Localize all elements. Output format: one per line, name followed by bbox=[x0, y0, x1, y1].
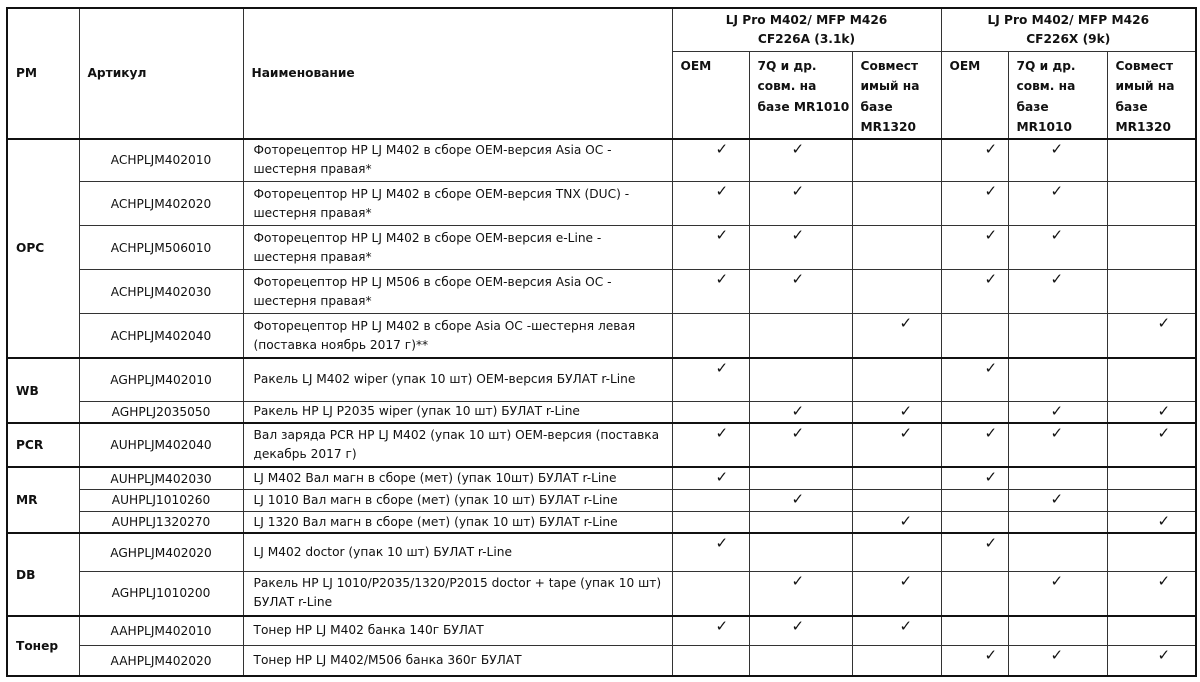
checkmark-icon: ✓ bbox=[984, 468, 998, 487]
table-row bbox=[7, 182, 1196, 226]
check-cell bbox=[1008, 511, 1107, 533]
check-cell bbox=[749, 467, 852, 489]
header-sub-compat-1: Совмест имый на базе MR1320 bbox=[852, 51, 941, 139]
check-cell bbox=[852, 533, 941, 571]
table-row bbox=[7, 646, 1196, 676]
checkmark-icon: ✓ bbox=[984, 646, 998, 665]
check-cell bbox=[941, 226, 1008, 270]
check-cell bbox=[1107, 423, 1196, 467]
check-cell bbox=[852, 182, 941, 226]
pm-cell: WB bbox=[7, 358, 79, 423]
checkmark-icon: ✓ bbox=[715, 270, 729, 289]
check-cell bbox=[1107, 358, 1196, 401]
check-cell bbox=[1008, 646, 1107, 676]
pm-cell: Тонер bbox=[7, 616, 79, 676]
check-cell bbox=[852, 572, 941, 616]
article-cell: AUHPLJ1010260 bbox=[79, 489, 243, 511]
header-group-cf226x bbox=[941, 8, 1196, 51]
check-cell bbox=[749, 270, 852, 314]
checkmark-icon: ✓ bbox=[1157, 511, 1171, 530]
name-cell: Ракель HP LJ P2035 wiper (упак 10 шт) БУЛАТ r-Line bbox=[243, 401, 672, 423]
checkmark-icon: ✓ bbox=[1050, 572, 1064, 591]
pm-cell: MR bbox=[7, 467, 79, 533]
check-cell bbox=[1008, 314, 1107, 358]
name-cell: LJ M402 Вал магн в сборе (мет) (упак 10шт) БУЛАТ r-Line bbox=[243, 467, 672, 489]
check-cell bbox=[1107, 401, 1196, 423]
check-cell bbox=[672, 533, 749, 571]
check-cell bbox=[1107, 572, 1196, 616]
article-cell: AUHPLJM402030 bbox=[79, 467, 243, 489]
name-cell: Фоторецептор HP LJ M402 в сборе OEM-версия Asia OC - шестерня правая* bbox=[243, 139, 672, 182]
pm-cell: OPC bbox=[7, 139, 79, 359]
check-cell bbox=[749, 139, 852, 182]
checkmark-icon: ✓ bbox=[1050, 646, 1064, 665]
checkmark-icon: ✓ bbox=[1050, 401, 1064, 420]
checkmark-icon: ✓ bbox=[791, 572, 805, 591]
check-cell bbox=[941, 182, 1008, 226]
check-cell bbox=[852, 616, 941, 646]
article-cell: AGHPLJ1010200 bbox=[79, 572, 243, 616]
group2-cartridge: CF226X (9k) bbox=[1026, 31, 1111, 46]
header-sub-oem-2: OEM bbox=[941, 51, 1008, 139]
name-cell: LJ 1320 Вал магн в сборе (мет) (упак 10 шт) БУЛАТ r-Line bbox=[243, 511, 672, 533]
table-row bbox=[7, 226, 1196, 270]
checkmark-icon: ✓ bbox=[715, 534, 729, 553]
check-cell bbox=[1008, 270, 1107, 314]
check-cell bbox=[672, 489, 749, 511]
name-cell: LJ M402 doctor (упак 10 шт) БУЛАТ r-Line bbox=[243, 533, 672, 571]
check-cell bbox=[1107, 270, 1196, 314]
check-cell bbox=[1107, 139, 1196, 182]
check-cell bbox=[941, 314, 1008, 358]
table-row bbox=[7, 572, 1196, 616]
checkmark-icon: ✓ bbox=[715, 226, 729, 245]
check-cell bbox=[941, 646, 1008, 676]
check-cell bbox=[941, 511, 1008, 533]
check-cell bbox=[1008, 423, 1107, 467]
article-cell: AGHPLJM402010 bbox=[79, 358, 243, 401]
checkmark-icon: ✓ bbox=[984, 424, 998, 443]
table-row bbox=[7, 270, 1196, 314]
article-cell: AUHPLJM402040 bbox=[79, 423, 243, 467]
article-cell: ACHPLJM402040 bbox=[79, 314, 243, 358]
checkmark-icon: ✓ bbox=[791, 139, 805, 158]
check-cell bbox=[1008, 358, 1107, 401]
checkmark-icon: ✓ bbox=[715, 182, 729, 201]
checkmark-icon: ✓ bbox=[715, 139, 729, 158]
check-cell bbox=[852, 314, 941, 358]
check-cell bbox=[852, 226, 941, 270]
check-cell bbox=[1008, 182, 1107, 226]
check-cell bbox=[672, 139, 749, 182]
check-cell bbox=[852, 511, 941, 533]
check-cell bbox=[852, 646, 941, 676]
checkmark-icon: ✓ bbox=[1050, 226, 1064, 245]
check-cell bbox=[941, 489, 1008, 511]
check-cell bbox=[749, 572, 852, 616]
check-cell bbox=[1008, 401, 1107, 423]
check-cell bbox=[1107, 511, 1196, 533]
pm-cell: PCR bbox=[7, 423, 79, 467]
check-cell bbox=[1008, 467, 1107, 489]
check-cell bbox=[749, 358, 852, 401]
check-cell bbox=[941, 616, 1008, 646]
article-cell: AAHPLJM402010 bbox=[79, 616, 243, 646]
check-cell bbox=[852, 489, 941, 511]
pm-cell: DB bbox=[7, 533, 79, 615]
checkmark-icon: ✓ bbox=[791, 270, 805, 289]
checkmark-icon: ✓ bbox=[1157, 401, 1171, 420]
check-cell bbox=[749, 226, 852, 270]
article-cell: AUHPLJ1320270 bbox=[79, 511, 243, 533]
check-cell bbox=[672, 401, 749, 423]
check-cell bbox=[672, 423, 749, 467]
article-cell: ACHPLJM402030 bbox=[79, 270, 243, 314]
check-cell bbox=[672, 226, 749, 270]
checkmark-icon: ✓ bbox=[899, 572, 913, 591]
check-cell bbox=[852, 467, 941, 489]
header-pm: РМ bbox=[7, 8, 79, 139]
checkmark-icon: ✓ bbox=[1050, 424, 1064, 443]
checkmark-icon: ✓ bbox=[791, 401, 805, 420]
checkmark-icon: ✓ bbox=[715, 616, 729, 635]
check-cell bbox=[749, 533, 852, 571]
check-cell bbox=[672, 646, 749, 676]
name-cell: Фоторецептор HP LJ M506 в сборе OEM-версия Asia OC - шестерня правая* bbox=[243, 270, 672, 314]
header-sub-oem-1: OEM bbox=[672, 51, 749, 139]
checkmark-icon: ✓ bbox=[984, 226, 998, 245]
checkmark-icon: ✓ bbox=[899, 401, 913, 420]
name-cell: Вал заряда PCR HP LJ M402 (упак 10 шт) OEM-версия (поставка декабрь 2017 г) bbox=[243, 423, 672, 467]
header-sub-7q-2: 7Q и др. совм. на базе MR1010 bbox=[1008, 51, 1107, 139]
checkmark-icon: ✓ bbox=[899, 616, 913, 635]
check-cell bbox=[749, 182, 852, 226]
table-row bbox=[7, 533, 1196, 571]
check-cell bbox=[852, 401, 941, 423]
check-cell bbox=[672, 270, 749, 314]
article-cell: ACHPLJM402010 bbox=[79, 139, 243, 182]
check-cell bbox=[1008, 616, 1107, 646]
check-cell bbox=[852, 423, 941, 467]
check-cell bbox=[672, 314, 749, 358]
name-cell: Тонер HP LJ M402 банка 140г БУЛАТ bbox=[243, 616, 672, 646]
checkmark-icon: ✓ bbox=[791, 182, 805, 201]
checkmark-icon: ✓ bbox=[984, 270, 998, 289]
check-cell bbox=[1107, 182, 1196, 226]
check-cell bbox=[941, 270, 1008, 314]
check-cell bbox=[1107, 646, 1196, 676]
check-cell bbox=[941, 467, 1008, 489]
group1-cartridge: CF226A (3.1k) bbox=[757, 31, 856, 46]
article-cell: AGHPLJM402020 bbox=[79, 533, 243, 571]
table-row bbox=[7, 616, 1196, 646]
check-cell bbox=[852, 139, 941, 182]
checkmark-icon: ✓ bbox=[1050, 182, 1064, 201]
checkmark-icon: ✓ bbox=[715, 359, 729, 378]
table-row bbox=[7, 423, 1196, 467]
check-cell bbox=[941, 358, 1008, 401]
article-cell: AGHPLJ2035050 bbox=[79, 401, 243, 423]
check-cell bbox=[749, 511, 852, 533]
header-name: Наименование bbox=[243, 8, 672, 139]
header-sub-7q-1: 7Q и др. совм. на базе MR1010 bbox=[749, 51, 852, 139]
table-body bbox=[7, 139, 1196, 677]
checkmark-icon: ✓ bbox=[899, 511, 913, 530]
checkmark-icon: ✓ bbox=[791, 424, 805, 443]
check-cell bbox=[852, 270, 941, 314]
group1-model: LJ Pro M402/ MFP M426 bbox=[725, 12, 888, 27]
check-cell bbox=[749, 401, 852, 423]
check-cell bbox=[941, 401, 1008, 423]
checkmark-icon: ✓ bbox=[1157, 572, 1171, 591]
name-cell: Тонер HP LJ M402/M506 банка 360г БУЛАТ bbox=[243, 646, 672, 676]
group2-model: LJ Pro M402/ MFP M426 bbox=[987, 12, 1150, 27]
check-cell bbox=[1008, 139, 1107, 182]
checkmark-icon: ✓ bbox=[899, 424, 913, 443]
checkmark-icon: ✓ bbox=[1050, 139, 1064, 158]
checkmark-icon: ✓ bbox=[1050, 270, 1064, 289]
table-row bbox=[7, 358, 1196, 401]
check-cell bbox=[749, 616, 852, 646]
checkmark-icon: ✓ bbox=[1157, 646, 1171, 665]
check-cell bbox=[672, 616, 749, 646]
name-cell: Ракель HP LJ 1010/P2035/1320/P2015 doctor + tape (упак 10 шт) БУЛАТ r-Line bbox=[243, 572, 672, 616]
name-cell: Фоторецептор HP LJ M402 в сборе Asia OC -шестерня левая (поставка ноябрь 2017 г)** bbox=[243, 314, 672, 358]
checkmark-icon: ✓ bbox=[791, 226, 805, 245]
checkmark-icon: ✓ bbox=[1157, 424, 1171, 443]
checkmark-icon: ✓ bbox=[715, 424, 729, 443]
checkmark-icon: ✓ bbox=[1050, 489, 1064, 508]
check-cell bbox=[1008, 489, 1107, 511]
checkmark-icon: ✓ bbox=[984, 534, 998, 553]
check-cell bbox=[941, 572, 1008, 616]
check-cell bbox=[1008, 226, 1107, 270]
check-cell bbox=[1008, 572, 1107, 616]
header-group-cf226a bbox=[672, 8, 941, 51]
check-cell bbox=[1107, 226, 1196, 270]
check-cell bbox=[1107, 467, 1196, 489]
table-row bbox=[7, 401, 1196, 423]
article-cell: ACHPLJM402020 bbox=[79, 182, 243, 226]
check-cell bbox=[1107, 489, 1196, 511]
check-cell bbox=[749, 646, 852, 676]
name-cell: Ракель LJ M402 wiper (упак 10 шт) OEM-версия БУЛАТ r-Line bbox=[243, 358, 672, 401]
check-cell bbox=[1107, 314, 1196, 358]
name-cell: Фоторецептор HP LJ M402 в сборе OEM-версия e-Line - шестерня правая* bbox=[243, 226, 672, 270]
compatibility-table bbox=[6, 7, 1197, 677]
check-cell bbox=[672, 358, 749, 401]
table-row bbox=[7, 139, 1196, 182]
checkmark-icon: ✓ bbox=[984, 359, 998, 378]
check-cell bbox=[852, 358, 941, 401]
check-cell bbox=[672, 467, 749, 489]
name-cell: LJ 1010 Вал магн в сборе (мет) (упак 10 шт) БУЛАТ r-Line bbox=[243, 489, 672, 511]
check-cell bbox=[941, 139, 1008, 182]
table-row bbox=[7, 314, 1196, 358]
check-cell bbox=[672, 511, 749, 533]
check-cell bbox=[1107, 533, 1196, 571]
name-cell: Фоторецептор HP LJ M402 в сборе OEM-версия TNX (DUC) - шестерня правая* bbox=[243, 182, 672, 226]
check-cell bbox=[749, 489, 852, 511]
checkmark-icon: ✓ bbox=[715, 468, 729, 487]
table-row bbox=[7, 511, 1196, 533]
check-cell bbox=[941, 533, 1008, 571]
checkmark-icon: ✓ bbox=[899, 314, 913, 333]
checkmark-icon: ✓ bbox=[984, 139, 998, 158]
checkmark-icon: ✓ bbox=[791, 616, 805, 635]
article-cell: AAHPLJM402020 bbox=[79, 646, 243, 676]
header-sub-compat-2: Совмест имый на базе MR1320 bbox=[1107, 51, 1196, 139]
header-article: Артикул bbox=[79, 8, 243, 139]
checkmark-icon: ✓ bbox=[984, 182, 998, 201]
check-cell bbox=[749, 423, 852, 467]
check-cell bbox=[749, 314, 852, 358]
check-cell bbox=[1107, 616, 1196, 646]
checkmark-icon: ✓ bbox=[791, 489, 805, 508]
check-cell bbox=[672, 572, 749, 616]
table-row bbox=[7, 467, 1196, 489]
table-row bbox=[7, 489, 1196, 511]
check-cell bbox=[1008, 533, 1107, 571]
check-cell bbox=[672, 182, 749, 226]
checkmark-icon: ✓ bbox=[1157, 314, 1171, 333]
article-cell: ACHPLJM506010 bbox=[79, 226, 243, 270]
check-cell bbox=[941, 423, 1008, 467]
